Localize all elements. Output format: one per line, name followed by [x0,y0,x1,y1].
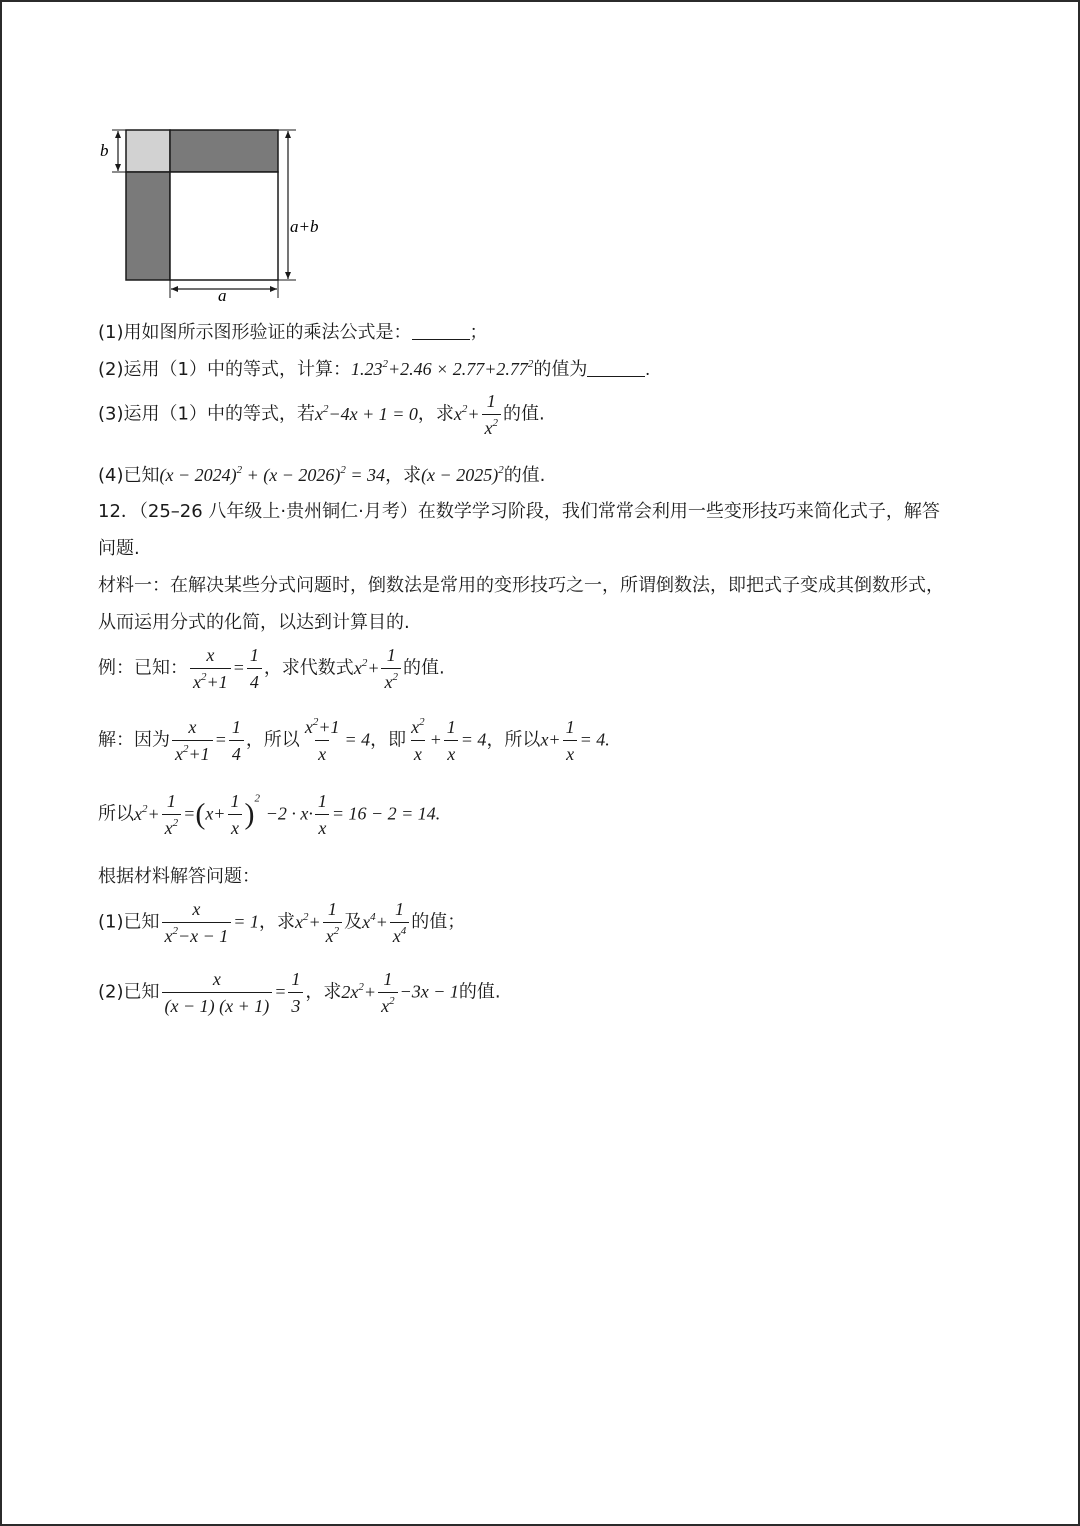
expression: $1.23^2+2.46 \times 2.77+2.77^2$ [350,358,534,379]
fraction: $\frac{1}{x}$ [444,716,459,765]
part-label: (2) [98,981,124,1003]
fraction: $\frac{1}{x}$ [315,790,330,839]
top-dark-rect [170,130,278,172]
part-label: (1) [98,911,124,933]
white-square-a [170,172,278,280]
q11-part4: (4)已知$(x - 2024)^2 + (x - 2026)^2 = 34$，求$(x - 2025)^2$的值. [98,464,546,486]
q11-part2: (2)运用（1）中的等式，计算：$1.23^2+2.46 \times 2.77+2.77^2$的值为 . [98,358,650,380]
fraction: $\frac{x}{(x - 1) (x + 1)}$ [162,968,273,1017]
solution-line2: 所以$x^2+$ $\frac{1}{x^2}$ =(x+ $\frac{1}{x}$ )$^2$ −2 · x· $\frac{1}{x}$ = 16 − 2 = 14. [98,791,441,838]
q11-part3: (3)运用（1）中的等式，若$x^2-4x + 1 = 0$，求$x^2+$ $\frac{1}{x^2}$ 的值. [98,391,545,438]
fraction: $\frac{x}{x^2+1}$ [190,644,231,693]
fraction: $\frac{1}{4}$ [229,716,244,765]
answer-blank [587,358,645,377]
fraction: $\frac{1}{4}$ [247,644,262,693]
fraction: $\frac{1}{x^2}$ [162,790,182,839]
q12-header-line1: 12．（25–26 八年级上·贵州铜仁·月考）在数学学习阶段，我们常常会利用一些变形技巧来简化式子，解答 [98,501,940,522]
square-diagram [96,126,336,306]
material-line1: 材料一：在解决某些分式问题时，倒数法是常用的变形技巧之一，所谓倒数法，即把式子变成其倒数形式， [98,575,944,596]
q12-part2: (2)已知 $\frac{x}{(x - 1) (x + 1)}$ = $\frac{1}{3}$ ，求$2x^2+$ $\frac{1}{x^2}$ −3x − 1的值. [98,969,501,1016]
part-label: (1) [98,322,124,343]
fraction: $\frac{1}{x}$ [227,790,242,839]
part-label: (3) [98,403,124,425]
fraction: $\frac{1}{3}$ [288,968,303,1017]
fraction: $\frac{1}{x^4}$ [390,898,410,947]
left-dark-rect [126,172,170,280]
fraction: $\frac{1}{x^2}$ [381,644,401,693]
solution-line1: 解：因为 $\frac{x}{x^2+1}$ = $\frac{1}{4}$ ，所以 $\frac{x^2+1}{x}$ = 4，即 $\frac{x^2}{x}$ + $\frac{1}{x}$ = 4，所以x+ $\frac{1}{x}$ = 4. [98,716,610,764]
label-a-plus-b: a+b [290,217,319,236]
fraction: $\frac{1}{x^2}$ [482,390,502,439]
label-b: b [100,141,109,160]
answer-blank [412,321,470,340]
q12-part1: (1)已知 $\frac{x}{x^2-x - 1}$ = 1，求$x^2+$ $\frac{1}{x^2}$ 及$x^4+$ $\frac{1}{x^4}$ 的值； [98,899,466,946]
label-a: a [218,286,227,305]
fraction: $\frac{x^2+1}{x}$ [304,716,340,764]
q11-part1: (1)用如图所示图形验证的乘法公式是： ； [98,322,488,343]
fraction: $\frac{1}{x^2}$ [323,898,343,947]
small-square-b [126,130,170,172]
fraction: $\frac{x}{x^2+1}$ [172,716,213,765]
fraction: $\frac{1}{x^2}$ [378,968,398,1017]
part-label: (2) [98,359,124,380]
fraction: $\frac{x^2}{x}$ [411,716,425,764]
material-line2: 从而运用分式的化简，以达到计算目的. [98,612,410,633]
part-text: 用如图所示图形验证的乘法公式是： [123,322,412,343]
q12-header-line2: 问题. [98,538,140,559]
fraction: $\frac{1}{x}$ [563,716,578,765]
fraction: $\frac{x}{x^2-x - 1}$ [162,898,232,947]
answer-prompt: 根据材料解答问题： [98,866,260,887]
example-line: 例：已知： $\frac{x}{x^2+1}$ = $\frac{1}{4}$ ，求代数式$x^2+$ $\frac{1}{x^2}$ 的值. [98,645,445,692]
part-label: (4) [98,465,124,486]
